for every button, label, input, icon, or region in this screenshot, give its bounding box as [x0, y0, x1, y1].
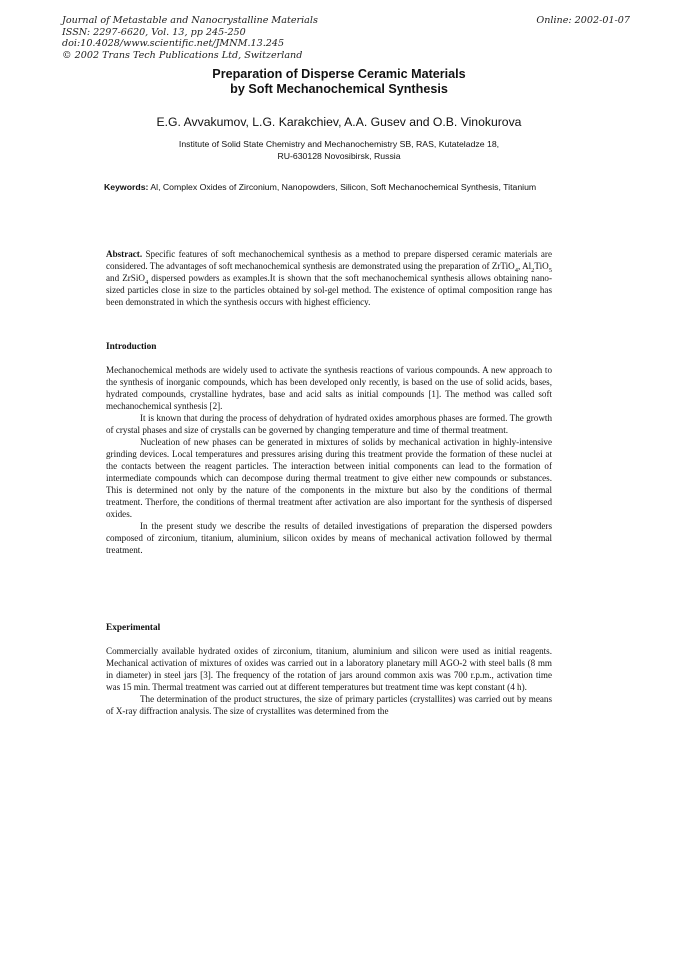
affiliation-line-2: RU-630128 Novosibirsk, Russia — [277, 151, 401, 161]
journal-header — [62, 15, 402, 61]
introduction-paragraph: In the present study we describe the results of detailed investigations of preparation the dispersed powders composed of zirconium, titanium, aluminium, silicon oxides by means of mechanical activation followed by thermal treatment. — [106, 521, 552, 555]
keywords-block — [104, 181, 574, 193]
affiliation-line-1: Institute of Solid State Chemistry and Mechanochemistry SB, RAS, Kutateladze 18, — [178, 139, 500, 149]
experimental-paragraph: Commercially available hydrated oxides of zirconium, titanium, aluminium and silicon were used as initial reagents. Mechanical activation of mixtures of oxides was carried out in a laboratory planetary mill AGO-2 with steel balls (8 mm in diameter) in steel jars [3]. The frequency of the rotation of jars around common axis was 700 r.p.m., activation time was 15 min. Thermal treatment was carried out at different temperatures but treatment time was kept constant (4 h). — [106, 646, 552, 692]
paper-title-line-2: by Soft Mechanochemical Synthesis — [230, 82, 448, 97]
paper-title — [110, 67, 568, 98]
experimental-paragraph: The determination of the product structures, the size of primary particles (crystallites) was carried out by means of X-ray diffraction analysis. The size of crystallites was determined from the — [106, 694, 552, 716]
abstract-sub-1: 4 — [514, 266, 519, 274]
abstract — [106, 248, 552, 308]
keywords-label: Keywords: — [104, 182, 149, 192]
paper-title-line-1: Preparation of Disperse Ceramic Materials — [212, 67, 466, 81]
abstract-text-3: TiO — [534, 261, 549, 271]
paper-authors: E.G. Avvakumov, L.G. Karakchiev, A.A. Gusev and O.B. Vinokurova — [156, 115, 522, 129]
abstract-text-5: dispersed powders as examples.It is shown that the soft mechanochemical synthesis allows obtaining nano-sized particles close in size to the particles obtained by sol-gel method. The existence of optimal composition range has been demonstrated in which the synthesis occurs with highest efficiency. — [106, 273, 552, 307]
abstract-paragraph — [106, 248, 552, 308]
keywords-text: Al, Complex Oxides of Zirconium, Nanopowders, Silicon, Soft Mechanochemical Synthesis, Titanium — [148, 182, 537, 192]
abstract-sub-3: 5 — [548, 266, 553, 274]
journal-copyright: © 2002 Trans Tech Publications Ltd, Switzerland — [62, 49, 303, 61]
introduction-paragraph: Mechanochemical methods are widely used to activate the synthesis reactions of various compounds. A new approach to the synthesis of inorganic compounds, which has been developed only recently, is based on the use of solid acids, bases, hydrated compounds, crystalline hydrates, base and acid salts as initial compounds [1]. The method was called soft mechanochemical synthesis [2]. — [106, 365, 552, 411]
experimental-body — [106, 645, 552, 717]
experimental-heading: Experimental — [106, 623, 161, 633]
abstract-sub-4: 4 — [144, 278, 149, 286]
abstract-text-1: Specific features of soft mechanochemical synthesis as a method to prepare dispersed ceramic materials are considered. The advantages of soft mechanochemical synthesis are demonstrated using the preparation of ZrTiO — [106, 249, 552, 271]
introduction-body — [106, 364, 552, 556]
abstract-label: Abstract. — [106, 249, 143, 259]
online-date: Online: 2002-01-07 — [536, 15, 630, 26]
abstract-sub-2: 2 — [531, 266, 535, 274]
journal-doi: doi:10.4028/www.scientific.net/JMNM.13.245 — [62, 38, 285, 50]
abstract-text-4: and ZrSiO — [106, 273, 145, 283]
introduction-paragraph: Nucleation of new phases can be generated in mixtures of solids by mechanical activation in highly-intensive grinding devices. Local temperatures and pressures arising during this treatment provide the formation of these nuclei at the contacts between the reagent particles. The interaction between initial components can lead to the formation of intermediate compounds which can decompose during thermal treatment to give either new compounds or substances. This is determined not only by the nature of the components in the mixture but also by the conditions of thermal treatment. Therfore, the conditions of thermal treatment after activation are also important for the synthesis of dispersed oxides. — [106, 437, 552, 519]
abstract-text-2: , Al — [518, 261, 532, 271]
paper-affiliation — [110, 138, 568, 162]
journal-issn: ISSN: 2297-6620, Vol. 13, pp 245-250 — [62, 26, 246, 38]
introduction-heading: Introduction — [106, 342, 157, 352]
journal-name: Journal of Metastable and Nanocrystalline Materials — [62, 15, 318, 26]
introduction-paragraph: It is known that during the process of dehydration of hydrated oxides amorphous phases are formed. The growth of crystal phases and size of crystalls can be governed by changing temperature and time of thermal treatment. — [106, 413, 552, 435]
